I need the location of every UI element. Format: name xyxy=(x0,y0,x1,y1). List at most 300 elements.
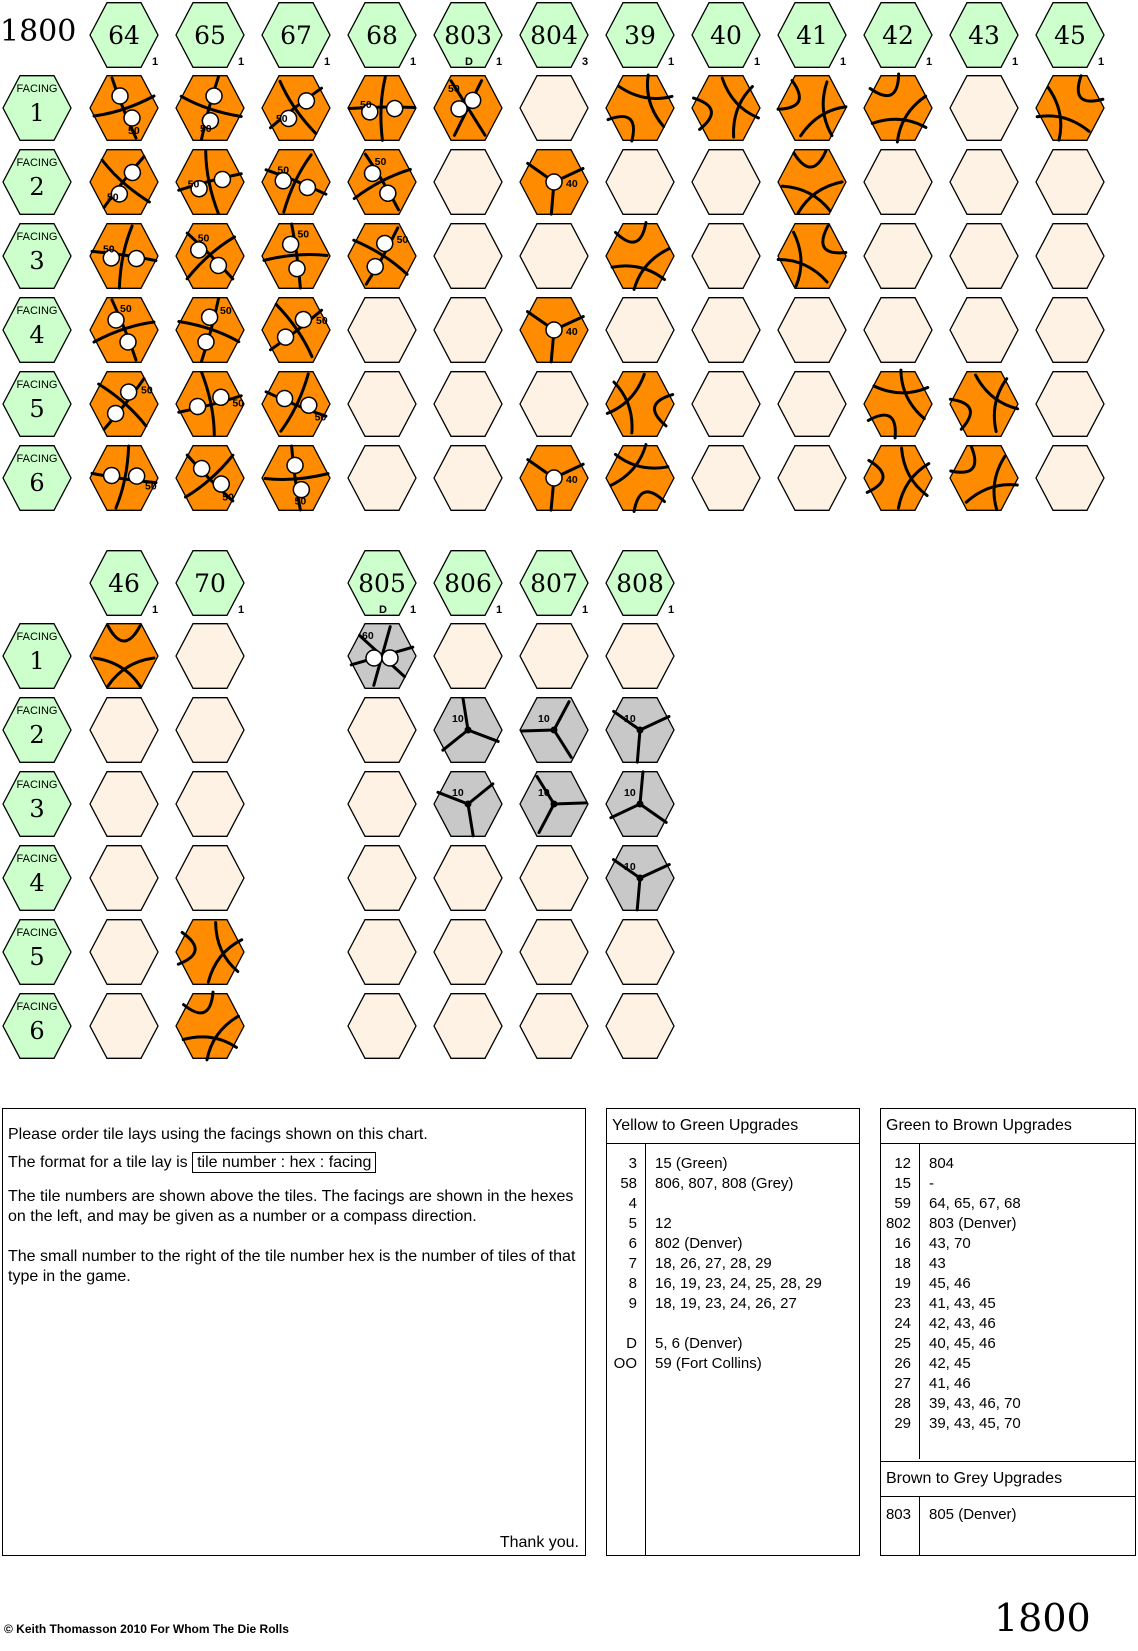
tile-hex xyxy=(606,920,674,985)
tile-808-facing-3 xyxy=(606,772,682,846)
tile-count: 1 xyxy=(496,604,503,616)
facing-number: 1 xyxy=(29,647,45,675)
from-tile: 12 xyxy=(894,1155,911,1172)
green-to-brown-box xyxy=(880,1108,1136,1556)
tile-64-facing-6 xyxy=(83,437,170,522)
tile-hex xyxy=(90,846,158,911)
track xyxy=(554,803,586,804)
from-tile: 58 xyxy=(620,1175,637,1192)
to-tiles: 41, 46 xyxy=(929,1375,971,1392)
instructions-p4: The small number to the right of the tile number hex is the number of tiles of that type in the game. xyxy=(8,1248,576,1285)
revenue-label: 40 xyxy=(566,178,578,190)
tile-46-facing-5 xyxy=(90,920,158,985)
tile-hex xyxy=(176,624,244,689)
to-tiles: 802 (Denver) xyxy=(655,1235,743,1252)
tile-42-facing-4 xyxy=(864,298,932,363)
from-tile: 25 xyxy=(894,1335,911,1352)
tile-hex xyxy=(950,298,1018,363)
tile-40-facing-6 xyxy=(692,446,760,511)
instructions-box xyxy=(2,1108,586,1556)
tile-hex xyxy=(520,624,588,689)
tile-hex xyxy=(434,920,502,985)
instructions-p1: Please order tile lays using the facings shown on this chart. xyxy=(8,1126,428,1143)
tile-39-facing-2 xyxy=(606,150,674,215)
revenue-label: 40 xyxy=(566,474,578,486)
revenue-label: 50 xyxy=(128,125,140,137)
facing-label: FACING xyxy=(16,631,58,643)
tile-hex xyxy=(950,76,1018,141)
tile-count: 1 xyxy=(238,56,245,68)
tile-hex xyxy=(434,624,502,689)
to-tiles: 39, 43, 46, 70 xyxy=(929,1395,1021,1412)
tile-39-facing-1 xyxy=(598,66,683,151)
tile-hex xyxy=(434,446,502,511)
to-tiles: 41, 43, 45 xyxy=(929,1295,996,1312)
facing-number: 4 xyxy=(29,321,45,349)
tile-header-41 xyxy=(778,3,846,68)
divider xyxy=(645,1143,646,1555)
revenue-label: 10 xyxy=(538,713,550,725)
tile-808-facing-4 xyxy=(606,846,674,913)
tile-805-facing-1 xyxy=(344,622,420,690)
to-tiles: 59 (Fort Collins) xyxy=(655,1355,762,1372)
facing-label: FACING xyxy=(16,379,58,391)
to-tiles: 43 xyxy=(929,1255,946,1272)
tile-806-facing-4 xyxy=(434,846,502,911)
copyright: © Keith Thomasson 2010 For Whom The Die Rolls xyxy=(4,1622,289,1636)
from-tile: 27 xyxy=(894,1375,911,1392)
to-tiles: 16, 19, 23, 24, 25, 28, 29 xyxy=(655,1275,822,1292)
tile-hex xyxy=(176,698,244,763)
tile-45-facing-1 xyxy=(1028,66,1113,151)
from-tile: 803 xyxy=(885,1506,911,1523)
from-tile: D xyxy=(626,1335,637,1352)
facing-6 xyxy=(3,994,71,1059)
tile-42-facing-6 xyxy=(864,446,932,511)
tile-header-807 xyxy=(520,551,588,616)
tile-39-facing-5 xyxy=(604,368,675,439)
tile-45-facing-4 xyxy=(1036,298,1104,363)
tile-41-facing-5 xyxy=(778,372,846,437)
tile-804-facing-3 xyxy=(520,224,588,289)
tile-count: 1 xyxy=(238,604,245,616)
tile-header-45 xyxy=(1036,3,1104,68)
tile-68-facing-6 xyxy=(348,446,416,511)
tile-header-43 xyxy=(950,3,1018,68)
facing-label: FACING xyxy=(16,157,58,169)
facing-number: 2 xyxy=(29,173,45,201)
instructions-p2 xyxy=(8,1153,578,1173)
from-tile: 8 xyxy=(628,1275,637,1292)
tile-hex xyxy=(778,298,846,363)
tile-hex xyxy=(864,372,932,437)
city xyxy=(546,174,562,190)
tile-hex xyxy=(778,446,846,511)
facing-1 xyxy=(3,624,71,689)
tile-41-facing-4 xyxy=(778,298,846,363)
tile-808-facing-5 xyxy=(606,920,674,985)
revenue-label: 50 xyxy=(102,243,115,256)
tile-67-facing-4 xyxy=(259,292,338,368)
tile-806-facing-5 xyxy=(434,920,502,985)
tile-header-46 xyxy=(90,551,158,616)
tile-43-facing-4 xyxy=(950,298,1018,363)
tile-41-facing-3 xyxy=(770,214,853,297)
facing-5 xyxy=(3,920,71,985)
tile-68-facing-3 xyxy=(340,211,428,298)
tile-number: 40 xyxy=(710,21,742,50)
tile-number: 807 xyxy=(530,569,578,598)
tile-header-808 xyxy=(606,551,674,616)
tile-number: 803 xyxy=(444,21,492,50)
tile-806-facing-3 xyxy=(434,762,510,836)
brown-to-grey-heading: Brown to Grey Upgrades xyxy=(881,1462,1135,1497)
tile-808-facing-6 xyxy=(606,994,674,1059)
tile-803-facing-2 xyxy=(434,150,502,215)
from-tile: 16 xyxy=(894,1235,911,1252)
city xyxy=(124,110,140,126)
to-tiles: 18, 26, 27, 28, 29 xyxy=(655,1255,772,1272)
tile-hex xyxy=(864,446,932,511)
revenue-label: 10 xyxy=(452,713,464,725)
tile-number: 68 xyxy=(366,21,398,50)
tile-804-facing-6 xyxy=(512,437,588,511)
tile-hex xyxy=(176,846,244,911)
to-tiles: 64, 65, 67, 68 xyxy=(929,1195,1021,1212)
facing-label: FACING xyxy=(16,927,58,939)
revenue-label: 60 xyxy=(362,630,374,642)
to-tiles: 45, 46 xyxy=(929,1275,971,1292)
tile-number: 64 xyxy=(108,21,140,50)
city xyxy=(382,650,398,666)
facing-number: 3 xyxy=(29,247,45,275)
thank-you: Thank you. xyxy=(499,1534,579,1551)
city xyxy=(546,470,562,486)
tile-header-70 xyxy=(176,551,244,616)
facing-2 xyxy=(3,150,71,215)
tile-806-facing-2 xyxy=(434,694,502,762)
tile-42-facing-1 xyxy=(858,68,939,149)
tile-hex xyxy=(1036,298,1104,363)
revenue-label: 50 xyxy=(145,480,157,493)
tile-808-facing-2 xyxy=(606,691,681,762)
tile-43-facing-5 xyxy=(946,366,1023,443)
to-tiles: 805 (Denver) xyxy=(929,1506,1017,1523)
tile-hex xyxy=(950,446,1018,511)
tile-number: 39 xyxy=(624,21,656,50)
to-tiles: 40, 45, 46 xyxy=(929,1335,996,1352)
tile-68-facing-5 xyxy=(348,372,416,437)
town xyxy=(465,801,472,808)
to-tiles: 39, 43, 45, 70 xyxy=(929,1415,1021,1432)
tile-806-facing-1 xyxy=(434,624,502,689)
town xyxy=(465,727,472,734)
tile-805-facing-2 xyxy=(348,698,416,763)
divider xyxy=(919,1496,920,1555)
facing-label: FACING xyxy=(16,231,58,243)
tile-count: 1 xyxy=(152,56,159,68)
tile-45-facing-2 xyxy=(1036,150,1104,215)
brown-to-grey-section xyxy=(881,1461,1135,1555)
tile-43-facing-1 xyxy=(950,76,1018,141)
facing-number: 5 xyxy=(29,395,45,423)
tile-806-facing-6 xyxy=(434,994,502,1059)
tile-hex xyxy=(778,372,846,437)
tile-header-65 xyxy=(176,3,244,68)
tile-hex xyxy=(520,76,588,141)
tile-hex xyxy=(520,846,588,911)
tile-hex xyxy=(434,994,502,1059)
tile-804-facing-5 xyxy=(520,372,588,437)
facing-label: FACING xyxy=(16,853,58,865)
tile-70-facing-3 xyxy=(176,772,244,837)
tile-46-facing-1 xyxy=(90,624,158,689)
tile-number: 42 xyxy=(882,21,914,50)
tile-hex xyxy=(1036,224,1104,289)
tile-count: 3 xyxy=(582,56,589,68)
facing-number: 6 xyxy=(29,469,45,497)
from-tile: OO xyxy=(613,1355,637,1372)
tile-70-facing-1 xyxy=(176,624,244,689)
facing-number: 6 xyxy=(29,1017,45,1045)
tile-hex xyxy=(1036,76,1104,141)
tile-hex xyxy=(864,298,932,363)
tile-hex xyxy=(434,372,502,437)
city xyxy=(546,322,562,338)
facing-3 xyxy=(3,224,71,289)
divider xyxy=(919,1143,920,1459)
tile-hex xyxy=(348,846,416,911)
tile-803-facing-5 xyxy=(434,372,502,437)
tile-count: 1 xyxy=(668,604,675,616)
tile-hex xyxy=(348,994,416,1059)
tile-header-803 xyxy=(434,3,502,68)
tile-46-facing-4 xyxy=(90,846,158,911)
tile-count: 1 xyxy=(152,604,159,616)
revenue-label: 50 xyxy=(275,112,288,125)
tile-number: 43 xyxy=(968,21,1000,50)
tile-subtype: D xyxy=(379,604,387,616)
to-tiles: 806, 807, 808 (Grey) xyxy=(655,1175,794,1192)
revenue-label: 40 xyxy=(566,326,578,338)
revenue-label: 50 xyxy=(396,234,409,247)
tile-hex xyxy=(692,298,760,363)
tile-65-facing-2 xyxy=(176,149,244,216)
tile-number: 70 xyxy=(194,569,226,598)
tile-40-facing-4 xyxy=(692,298,760,363)
tile-803-facing-3 xyxy=(434,224,502,289)
tile-67-facing-3 xyxy=(260,220,333,293)
tile-hex xyxy=(692,446,760,511)
revenue-label: 50 xyxy=(374,155,387,168)
facing-5 xyxy=(3,372,71,437)
revenue-label: 50 xyxy=(360,98,372,111)
tile-number: 804 xyxy=(530,21,578,50)
facing-label: FACING xyxy=(16,705,58,717)
tile-hex xyxy=(606,994,674,1059)
facing-label: FACING xyxy=(16,453,58,465)
revenue-label: 50 xyxy=(314,411,327,424)
from-tile: 9 xyxy=(628,1295,637,1312)
revenue-label: 50 xyxy=(297,228,310,241)
to-tiles: - xyxy=(929,1175,934,1192)
revenue-label: 50 xyxy=(120,303,132,315)
from-tile: 23 xyxy=(894,1295,911,1312)
tile-41-facing-6 xyxy=(778,446,846,511)
tile-number: 41 xyxy=(796,21,828,50)
tile-805-facing-4 xyxy=(348,846,416,911)
revenue-label: 50 xyxy=(187,178,200,191)
tile-count: 1 xyxy=(410,604,417,616)
to-tiles: 804 xyxy=(929,1155,955,1172)
facing-number: 4 xyxy=(29,869,45,897)
to-tiles: 803 (Denver) xyxy=(929,1215,1017,1232)
tile-65-facing-6 xyxy=(171,439,251,520)
tile-hex xyxy=(1036,150,1104,215)
facing-number: 5 xyxy=(29,943,45,971)
facing-label: FACING xyxy=(16,83,58,95)
tile-hex xyxy=(434,846,502,911)
tile-hex xyxy=(1036,372,1104,437)
revenue-label: 50 xyxy=(277,164,290,177)
to-tiles: 5, 6 (Denver) xyxy=(655,1335,743,1352)
tile-hex xyxy=(778,224,846,289)
revenue-label: 50 xyxy=(220,305,232,318)
from-tile: 26 xyxy=(894,1355,911,1372)
tile-70-facing-2 xyxy=(176,698,244,763)
tile-807-facing-5 xyxy=(520,920,588,985)
tile-header-40 xyxy=(692,3,760,68)
tile-67-facing-1 xyxy=(259,71,333,145)
tile-header-39 xyxy=(606,3,674,68)
tile-803-facing-4 xyxy=(434,298,502,363)
revenue-label: 50 xyxy=(141,384,153,397)
tile-45-facing-6 xyxy=(1036,446,1104,511)
tile-count: 1 xyxy=(496,56,503,68)
tile-41-facing-2 xyxy=(778,150,846,215)
city xyxy=(366,650,382,666)
tile-hex xyxy=(90,994,158,1059)
facing-4 xyxy=(3,298,71,363)
yellow-to-green-box xyxy=(606,1108,860,1556)
revenue-label: 50 xyxy=(448,83,460,95)
tile-807-facing-2 xyxy=(520,689,594,763)
revenue-label: 10 xyxy=(624,713,636,725)
facing-number: 1 xyxy=(29,99,45,127)
tile-46-facing-3 xyxy=(90,772,158,837)
town xyxy=(637,875,644,882)
tile-number: 65 xyxy=(194,21,226,50)
city xyxy=(120,334,136,350)
tile-hex xyxy=(90,624,158,689)
tile-70-facing-6 xyxy=(171,987,250,1066)
tile-807-facing-4 xyxy=(520,846,588,911)
tile-hex xyxy=(434,150,502,215)
tile-count: 1 xyxy=(840,56,847,68)
tile-64-facing-5 xyxy=(83,361,169,445)
facing-number: 3 xyxy=(29,795,45,823)
footer-title: 1800 xyxy=(994,1596,1091,1640)
from-tile: 28 xyxy=(894,1395,911,1412)
tile-hex xyxy=(348,920,416,985)
tile-header-67 xyxy=(262,3,330,68)
from-tile: 4 xyxy=(628,1195,637,1212)
town xyxy=(637,801,644,808)
from-tile: 5 xyxy=(628,1215,637,1232)
tile-67-facing-2 xyxy=(254,140,339,225)
tile-hex xyxy=(434,224,502,289)
tile-count: 1 xyxy=(410,56,417,68)
to-tiles: 18, 19, 23, 24, 26, 27 xyxy=(655,1295,797,1312)
tile-header-68 xyxy=(348,3,416,68)
yellow-to-green-heading: Yellow to Green Upgrades xyxy=(607,1109,859,1144)
green-to-brown-heading: Green to Brown Upgrades xyxy=(881,1109,1135,1144)
tile-hex xyxy=(176,772,244,837)
tile-header-804 xyxy=(520,3,588,68)
to-tiles: 42, 43, 46 xyxy=(929,1315,996,1332)
revenue-label: 50 xyxy=(106,191,119,204)
tile-40-facing-3 xyxy=(692,224,760,289)
tile-hex xyxy=(606,76,674,141)
tile-803-facing-6 xyxy=(434,446,502,511)
tile-number: 45 xyxy=(1054,21,1086,50)
tile-65-facing-1 xyxy=(168,66,252,150)
tile-count: 1 xyxy=(1098,56,1105,68)
tile-804-facing-4 xyxy=(520,298,588,365)
tile-hex xyxy=(520,224,588,289)
tile-46-facing-2 xyxy=(90,698,158,763)
to-tiles: 42, 45 xyxy=(929,1355,971,1372)
format-box: tile number : hex : facing xyxy=(192,1152,376,1173)
tile-65-facing-4 xyxy=(168,285,254,372)
tile-header-805 xyxy=(348,551,416,616)
tile-39-facing-6 xyxy=(602,440,678,516)
from-tile: 3 xyxy=(628,1155,637,1172)
to-tiles: 15 (Green) xyxy=(655,1155,728,1172)
tile-805-facing-3 xyxy=(348,772,416,837)
tile-header-806 xyxy=(434,551,502,616)
facing-4 xyxy=(3,846,71,911)
tile-68-facing-1 xyxy=(343,69,421,147)
tile-count: 1 xyxy=(926,56,933,68)
from-tile: 802 xyxy=(885,1215,911,1232)
format-prefix: The format for a tile lay is xyxy=(8,1154,188,1171)
to-tiles: 43, 70 xyxy=(929,1235,971,1252)
facing-label: FACING xyxy=(16,305,58,317)
tile-hex xyxy=(1036,446,1104,511)
facing-6 xyxy=(3,446,71,511)
tile-39-facing-3 xyxy=(602,218,678,294)
tile-hex xyxy=(692,372,760,437)
tile-65-facing-5 xyxy=(176,371,248,438)
instructions-p3: The tile numbers are shown above the tiles. The facings are shown in the hexes on the left, and may be given as a number or a compass direction. xyxy=(8,1188,574,1225)
tile-hex xyxy=(520,372,588,437)
tile-67-facing-6 xyxy=(260,442,333,515)
tile-805-facing-6 xyxy=(348,994,416,1059)
tile-hex xyxy=(520,994,588,1059)
tile-39-facing-4 xyxy=(606,298,674,363)
tile-hex xyxy=(348,298,416,363)
facing-number: 2 xyxy=(29,721,45,749)
from-tile: 29 xyxy=(894,1415,911,1432)
tile-count: 1 xyxy=(754,56,761,68)
revenue-label: 50 xyxy=(222,491,234,504)
tile-40-facing-2 xyxy=(692,150,760,215)
tile-count: 1 xyxy=(668,56,675,68)
revenue-label: 50 xyxy=(232,397,245,410)
town xyxy=(551,727,558,734)
tile-64-facing-1 xyxy=(90,76,158,141)
